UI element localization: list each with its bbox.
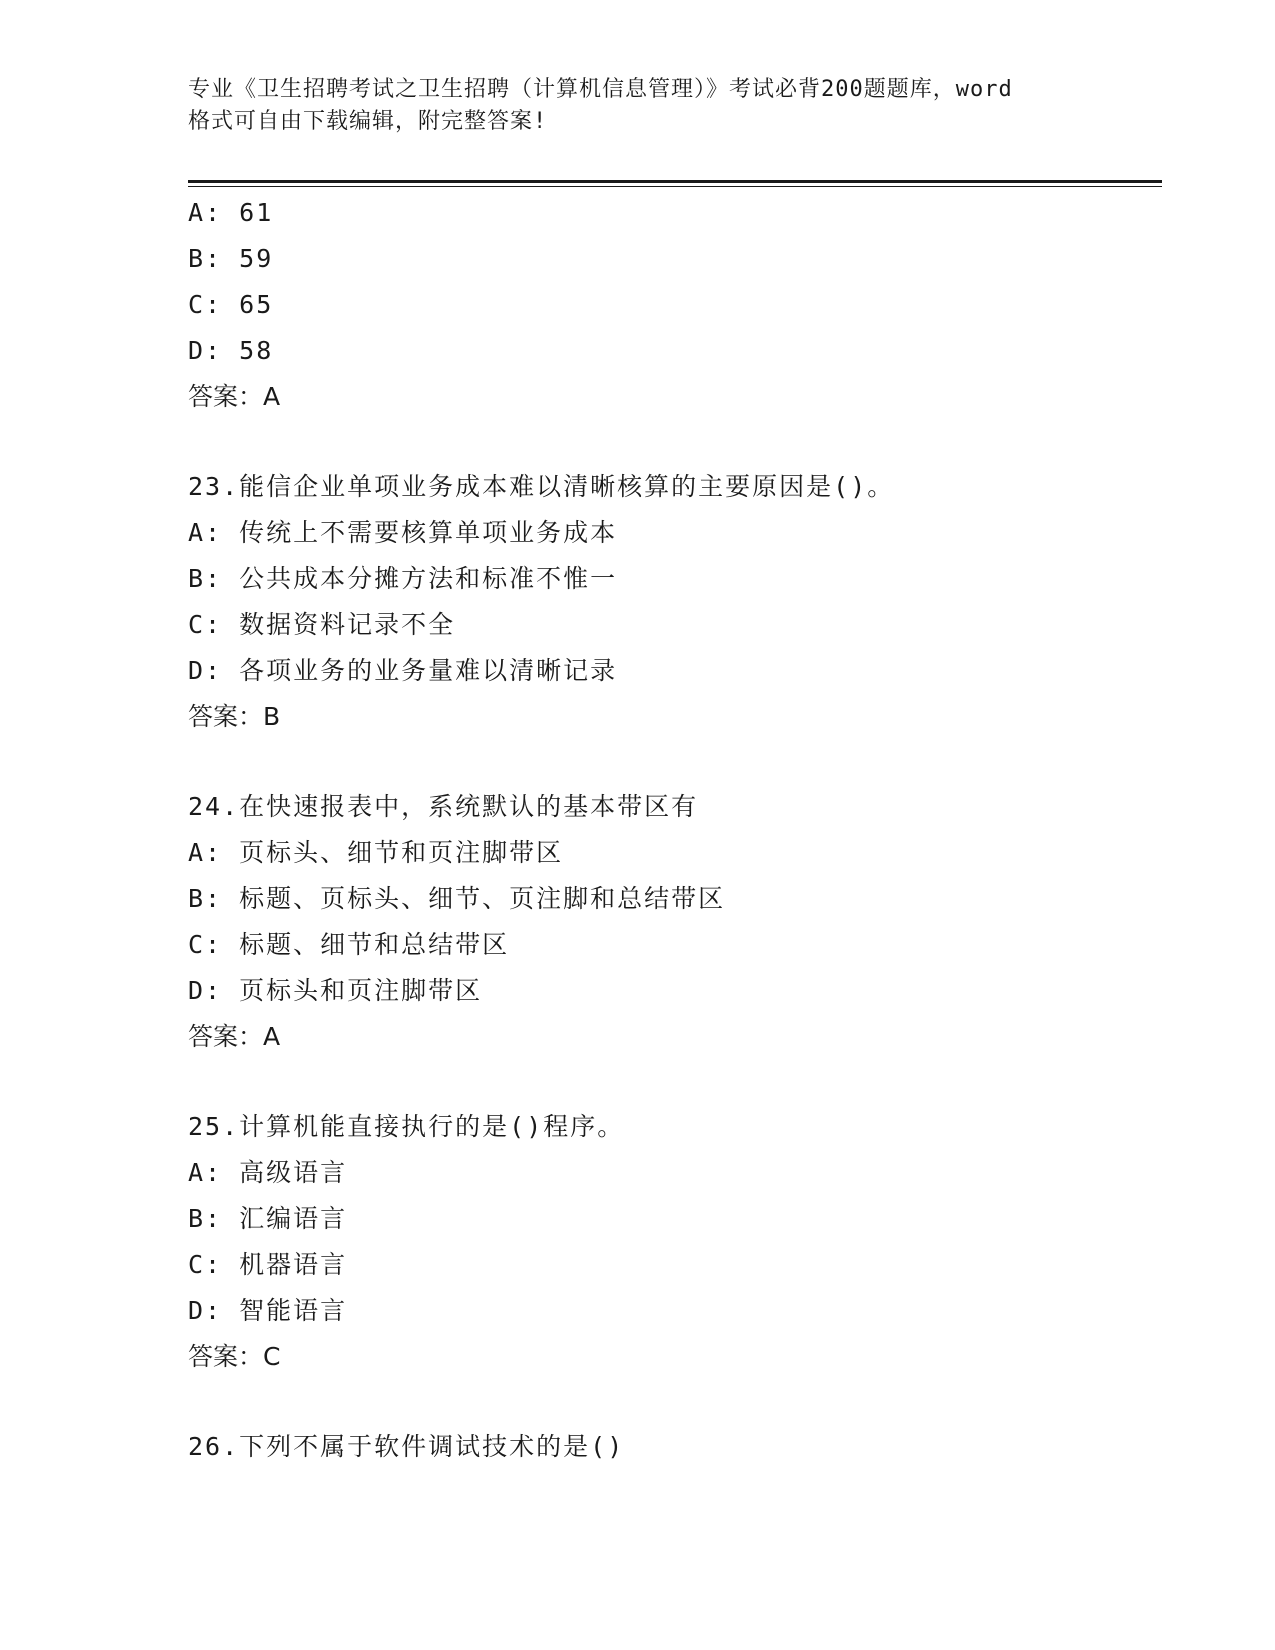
option-b: B: 汇编语言 [188, 1204, 348, 1233]
option-b: B: 公共成本分摊方法和标准不惟一 [188, 564, 618, 593]
option-d: D: 页标头和页注脚带区 [188, 976, 483, 1005]
question-23 [188, 464, 1168, 740]
question-list [188, 190, 1168, 1470]
header-rule-thin [188, 186, 1162, 187]
option-c: C: 65 [188, 290, 274, 319]
option-a: A: 61 [188, 198, 274, 227]
option-d: D: 智能语言 [188, 1296, 348, 1325]
header-line-2: 格式可自由下载编辑，附完整答案! [188, 109, 548, 134]
question-text: 25.计算机能直接执行的是()程序。 [188, 1112, 625, 1141]
header-rule-thick [188, 180, 1162, 183]
header-line-1: 专业《卫生招聘考试之卫生招聘（计算机信息管理）》考试必背200题题库，word [188, 77, 1013, 102]
question-text: 24.在快速报表中，系统默认的基本带区有 [188, 792, 699, 821]
question-25 [188, 1104, 1168, 1380]
answer: 答案：A [188, 1022, 281, 1051]
answer: 答案：A [188, 382, 281, 411]
option-c: C: 标题、细节和总结带区 [188, 930, 510, 959]
question-22-continued [188, 190, 1168, 420]
option-d: D: 各项业务的业务量难以清晰记录 [188, 656, 618, 685]
option-b: B: 标题、页标头、细节、页注脚和总结带区 [188, 884, 726, 913]
question-text: 26.下列不属于软件调试技术的是() [188, 1432, 625, 1461]
question-text: 23.能信企业单项业务成本难以清晰核算的主要原因是()。 [188, 472, 895, 501]
option-a: A: 高级语言 [188, 1158, 348, 1187]
question-24 [188, 784, 1168, 1060]
document-header [188, 74, 1108, 138]
option-c: C: 机器语言 [188, 1250, 348, 1279]
answer: 答案：B [188, 702, 281, 731]
option-d: D: 58 [188, 336, 274, 365]
option-a: A: 传统上不需要核算单项业务成本 [188, 518, 618, 547]
option-c: C: 数据资料记录不全 [188, 610, 456, 639]
answer: 答案：C [188, 1342, 281, 1371]
question-26 [188, 1424, 1168, 1470]
option-b: B: 59 [188, 244, 274, 273]
option-a: A: 页标头、细节和页注脚带区 [188, 838, 564, 867]
